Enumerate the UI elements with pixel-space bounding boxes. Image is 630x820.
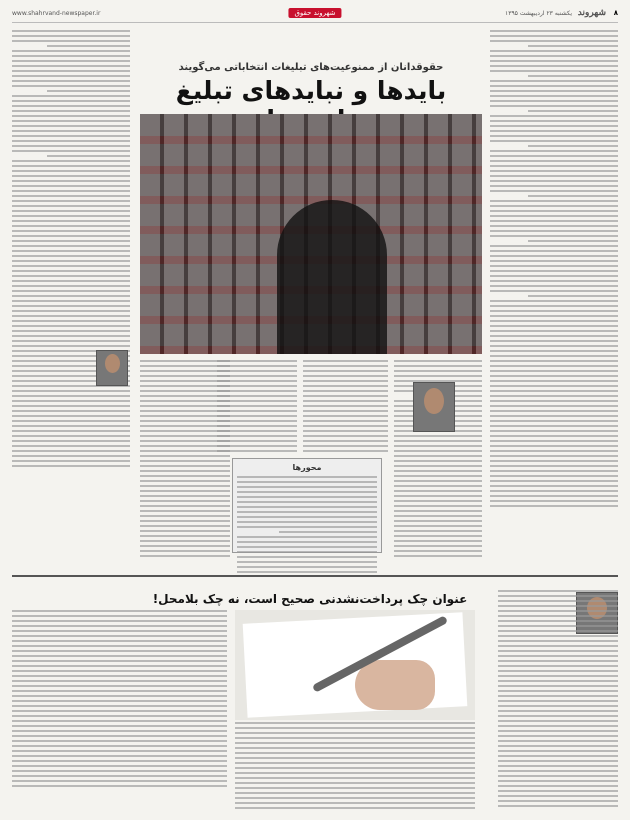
page-header xyxy=(12,8,618,23)
mid-text-column-2 xyxy=(303,360,388,455)
right-column-body xyxy=(490,30,618,575)
bottom-left-column xyxy=(12,610,227,810)
newspaper-logo: شهروند xyxy=(577,8,606,18)
author-portrait-left xyxy=(96,350,128,386)
campaign-posters-photo xyxy=(140,114,482,354)
author-portrait-right xyxy=(413,382,455,432)
signing-check-photo xyxy=(235,610,475,720)
second-article-headline: عنوان چک پرداخت‌نشدنی صحیح است، نه چک بلامحل! xyxy=(152,592,468,606)
left-column-body xyxy=(12,30,130,575)
article-kicker: حقوقدانان از ممنوعیت‌های تبلیغات انتخاباتی می‌گویند xyxy=(178,62,444,73)
person-shadow xyxy=(277,200,387,354)
section-tab: شهروند حقوق xyxy=(288,8,341,18)
key-points-box xyxy=(232,458,382,553)
left-text-column xyxy=(12,30,130,575)
article-headline: بایدها و نبایدهای تبلیغ xyxy=(175,76,447,105)
section-divider xyxy=(12,575,618,577)
bottom-mid-column xyxy=(235,722,475,810)
header-contact: www.shahrvand-newspaper.ir xyxy=(12,10,101,17)
bottom-right-column xyxy=(498,590,618,810)
key-points-title: محورها xyxy=(292,463,322,472)
issue-date: یکشنبه ۲۳ اردیبهشت ۱۳۹۵ xyxy=(505,10,572,17)
mid-text-column-4 xyxy=(140,360,230,560)
right-text-column xyxy=(490,30,618,575)
page-number: ۸ xyxy=(613,9,618,17)
